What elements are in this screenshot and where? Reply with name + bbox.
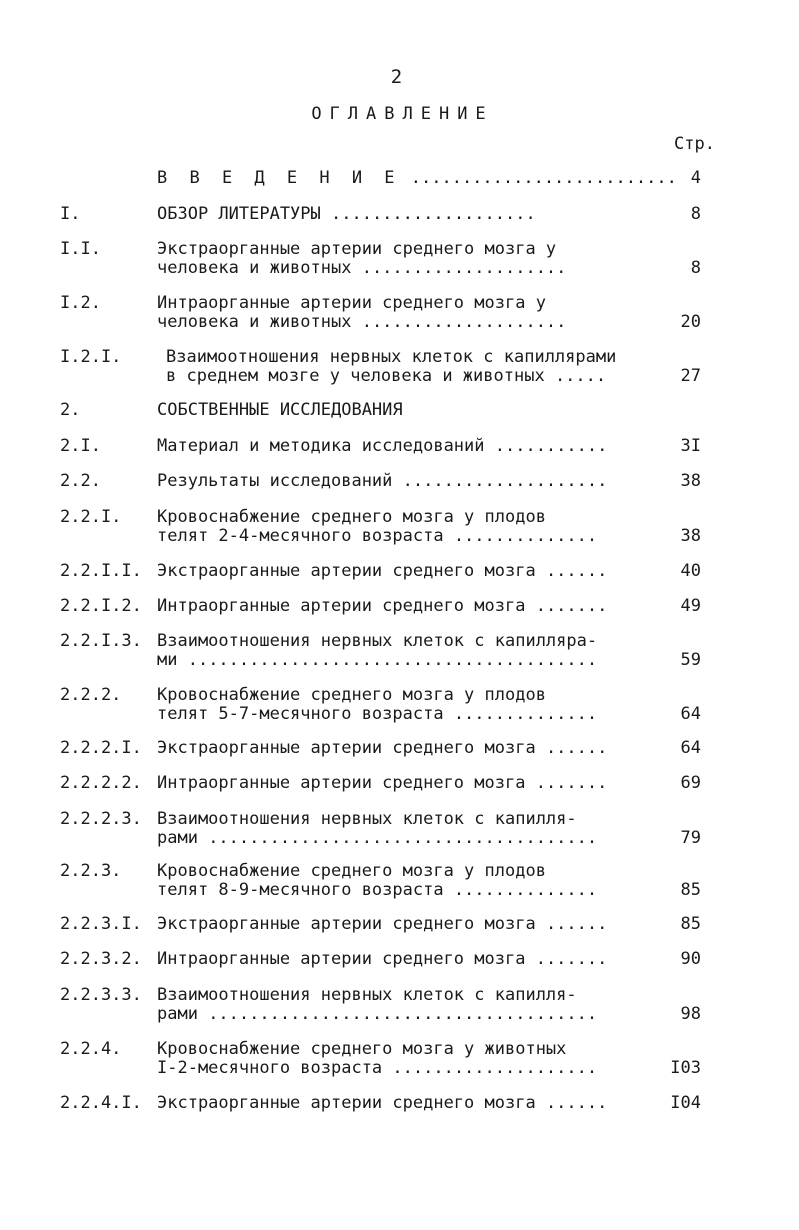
entry-number: 2.2.4.I. [60,1093,142,1113]
entry-title-line2 [157,259,566,278]
entry-title-text: Интраорганные артерии среднего мозга [157,773,526,793]
entry-title-line2 [157,1059,597,1078]
entry-leader-dots: .......................... [400,168,677,188]
entry-page: 59 [680,650,701,670]
entry-page: 64 [680,704,701,724]
entry-title [157,562,632,581]
page-number: 2 [390,66,403,88]
entry-title [157,437,632,456]
entry-title-line2 [157,527,597,546]
entry-title [157,915,632,934]
entry-number: 2.2.I.3. [60,631,142,651]
entry-leader-dots: ........................................ [177,650,598,670]
entry-title-line1: Кровоснабжение среднего мозга у животных [157,1039,567,1059]
entry-title-text: ОБЗОР ЛИТЕРАТУРЫ [157,204,321,224]
entry-leader-dots: ....... [525,773,608,793]
entry-page: 85 [680,880,701,900]
entry-page: I04 [670,1093,701,1113]
entry-title-text: Экстраорганные артерии среднего мозга [157,1093,536,1113]
entry-title-line1: Кровоснабжение среднего мозга у плодов [157,861,546,881]
entry-leader-dots: .................... [382,1058,598,1078]
entry-leader-dots: .............. [443,526,598,546]
entry-page: 79 [680,828,701,848]
entry-number: 2.2.3.3. [60,985,142,1005]
entry-title-text: Материал и методика исследований [157,436,485,456]
entry-number: 2.2. [60,471,101,491]
entry-title-text: В В Е Д Е Н И Е [157,168,401,188]
entry-leader-dots: .................... [351,258,567,278]
entry-page: 40 [680,561,701,581]
entry-page: 4 [690,168,701,188]
entry-title [157,950,632,969]
entry-page: 20 [680,312,701,332]
entry-number: 2. [60,400,81,420]
entry-number: I.I. [60,239,101,259]
entry-title [166,348,648,388]
entry-page: I03 [670,1058,701,1078]
entry-title-line2-text: человека и животных [157,312,352,332]
entry-title: СОБСТВЕННЫЕ ИССЛЕДОВАНИЯ [157,400,403,420]
entry-title [157,597,632,616]
entry-title-line2-text: телят 2-4-месячного возраста [157,526,444,546]
entry-title-text: Экстраорганные артерии среднего мозга [157,914,536,934]
entry-leader-dots: ...... [535,561,608,581]
entry-title [157,1094,632,1113]
toc-title: ОГЛАВЛЕНИЕ [311,104,494,124]
entry-page: 49 [680,596,701,616]
entry-number: 2.2.I. [60,507,122,527]
entry-title-line2-text: телят 8-9-месячного возраста [157,880,444,900]
entry-number: 2.2.I.2. [60,596,142,616]
entry-title [157,508,632,548]
entry-leader-dots: ...... [535,738,608,758]
entry-title-line2-text: I-2-месячного возраста [157,1058,383,1078]
entry-page: 38 [680,526,701,546]
entry-leader-dots: .................... [351,312,567,332]
entry-title-line2-text: в среднем мозге у человека и животных [166,366,545,386]
entry-leader-dots: ...................................... [197,1004,598,1024]
entry-page: 8 [690,204,701,224]
entry-title [157,205,632,224]
entry-title [157,632,632,672]
entry-title-line2-text: телят 5-7-месячного возраста [157,704,444,724]
entry-title-line1: Взаимоотношения нервных клеток с капиллярами [166,347,617,367]
entry-number: 2.2.3.I. [60,914,142,934]
entry-title-line2 [157,313,566,332]
entry-title-line2-text: рами [157,1004,198,1024]
entry-leader-dots: ...... [535,1093,608,1113]
entry-number: 2.2.2.3. [60,809,142,829]
entry-title-line2 [157,1005,597,1024]
entry-title-line2 [157,881,597,900]
entry-leader-dots: ....... [525,949,608,969]
entry-number: 2.2.4. [60,1039,122,1059]
page-column-header: Стр. [674,134,715,154]
entry-page: 3I [680,436,701,456]
entry-title-line1: Взаимоотношения нервных клеток с капилляра- [157,631,598,651]
entry-title-line2 [166,367,606,386]
entry-title-text: Интраорганные артерии среднего мозга [157,949,526,969]
entry-number: 2.2.2.I. [60,738,142,758]
entry-number: 2.2.3. [60,861,122,881]
entry-title-line1: Взаимоотношения нервных клеток с капилля- [157,809,577,829]
entry-number: 2.2.2.2. [60,773,142,793]
entry-leader-dots: .................... [320,204,536,224]
entry-title [157,986,632,1026]
entry-leader-dots: ...................................... [197,828,598,848]
entry-title [157,774,632,793]
entry-title-line2 [157,829,597,848]
entry-title-line1: Взаимоотношения нервных клеток с капилля- [157,985,577,1005]
entry-leader-dots: .................... [392,471,608,491]
entry-page: 64 [680,738,701,758]
entry-title [157,862,632,902]
entry-page: 69 [680,773,701,793]
entry-page: 8 [690,258,701,278]
entry-title [157,810,632,850]
entry-title-line1: Экстраорганные артерии среднего мозга у [157,239,557,259]
entry-leader-dots: ...... [535,914,608,934]
entry-title [157,1040,632,1080]
entry-number: I.2.I. [60,347,122,367]
entry-number: I.2. [60,293,101,313]
entry-number: 2.I. [60,436,101,456]
entry-number: 2.2.3.2. [60,949,142,969]
entry-title [157,240,632,280]
entry-title [157,168,677,188]
entry-title [157,686,632,726]
entry-title [157,739,632,758]
entry-leader-dots: .............. [443,704,598,724]
entry-title-line2-text: рами [157,828,198,848]
entry-title-text: Экстраорганные артерии среднего мозга [157,738,536,758]
entry-leader-dots: ..... [544,366,607,386]
entry-title-line2-text: ми [157,650,178,670]
entry-page: 98 [680,1004,701,1024]
entry-title-line1: Интраорганные артерии среднего мозга у [157,293,546,313]
entry-page: 38 [680,471,701,491]
entry-title-text: Экстраорганные артерии среднего мозга [157,561,536,581]
entry-title-line2 [157,651,597,670]
entry-number: 2.2.I.I. [60,561,142,581]
entry-leader-dots: ....... [525,596,608,616]
entry-page: 85 [680,914,701,934]
entry-leader-dots: ........... [484,436,608,456]
entry-title-line2 [157,705,597,724]
entry-title-line2-text: человека и животных [157,258,352,278]
entry-title-line1: Кровоснабжение среднего мозга у плодов [157,507,546,527]
entry-title-line1: Кровоснабжение среднего мозга у плодов [157,685,546,705]
entry-number: I. [60,204,81,224]
entry-title-text: Интраорганные артерии среднего мозга [157,596,526,616]
entry-leader-dots: .............. [443,880,598,900]
entry-page: 27 [680,366,701,386]
entry-title-text: Результаты исследований [157,471,393,491]
entry-number: 2.2.2. [60,685,122,705]
entry-title [157,294,632,334]
entry-page: 90 [680,949,701,969]
entry-title [157,472,632,491]
